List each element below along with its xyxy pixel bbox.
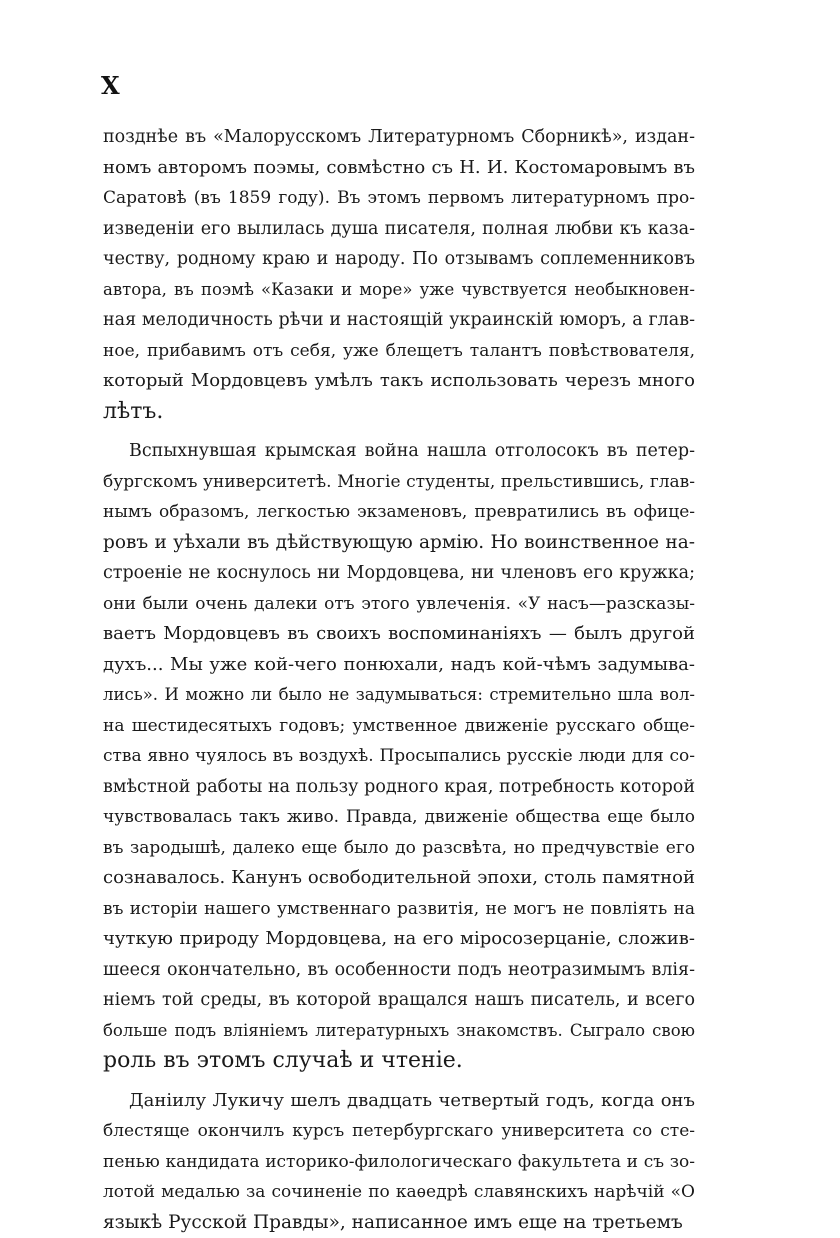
- text-line: блестяще окончилъ курсъ петербургскаго университета со сте-: [103, 1116, 695, 1147]
- text-line: шееся окончательно, въ особенности подъ неотразимымъ влія-: [103, 955, 695, 986]
- page-number: X: [101, 74, 120, 98]
- text-line: Вспыхнувшая крымская война нашла отголосокъ въ петер-: [103, 436, 695, 467]
- text-line: чувствовалась такъ живо. Правда, движеніе общества еще было: [103, 802, 695, 833]
- text-line: вмѣстной работы на пользу родного края, потребность которой: [103, 772, 695, 803]
- text-line: который Мордовцевъ умѣлъ такъ использовать черезъ много: [103, 366, 695, 397]
- text-line: изведеніи его вылилась душа писателя, полная любви къ каза-: [103, 214, 695, 245]
- text-line: автора, въ поэмѣ «Казаки и море» уже чувствуется необыкновен-: [103, 275, 695, 306]
- paragraph: [103, 122, 695, 427]
- text-line: ное, прибавимъ отъ себя, уже блещетъ талантъ повѣствователя,: [103, 336, 695, 367]
- text-line: духъ... Мы уже кой-чего понюхали, надъ кой-чѣмъ задумыва-: [103, 650, 695, 681]
- text-line: въ зародышѣ, далеко еще было до разсвѣта, но предчувствіе его: [103, 833, 695, 864]
- text-line: языкѣ Русской Правды», написанное имъ еще на третьемъ: [103, 1208, 695, 1238]
- body-text: [103, 122, 695, 1238]
- text-line: пенью кандидата историко-филологическаго факультета и съ зо-: [103, 1147, 695, 1178]
- text-line: Саратовѣ (въ 1859 году). Въ этомъ первомъ литературномъ про-: [103, 183, 695, 214]
- text-line: номъ авторомъ поэмы, совмѣстно съ Н. И. Костомаровымъ въ: [103, 153, 695, 184]
- text-line: они были очень далеки отъ этого увлеченія. «У насъ—разсказы-: [103, 589, 695, 620]
- paragraph-gap: [103, 1077, 695, 1086]
- text-line: Даніилу Лукичу шелъ двадцать четвертый годъ, когда онъ: [103, 1086, 695, 1117]
- paragraph-gap: [103, 427, 695, 436]
- text-line: лѣтъ.: [103, 397, 695, 428]
- text-line: ная мелодичность рѣчи и настоящій украинскій юморъ, а глав-: [103, 305, 695, 336]
- text-line: лись». И можно ли было не задумываться: стремительно шла вол-: [103, 680, 695, 711]
- text-line: сознавалось. Канунъ освободительной эпохи, столь памятной: [103, 863, 695, 894]
- text-line: честву, родному краю и народу. По отзывамъ соплеменниковъ: [103, 244, 695, 275]
- text-line: лотой медалью за сочиненіе по каѳедрѣ славянскихъ нарѣчій «О: [103, 1177, 695, 1208]
- text-line: позднѣе въ «Малорусскомъ Литературномъ Сборникѣ», издан-: [103, 122, 695, 153]
- paragraph: [103, 436, 695, 1077]
- text-line: ства явно чуялось въ воздухѣ. Просыпались русскіе люди для со-: [103, 741, 695, 772]
- paragraph: [103, 1086, 695, 1238]
- text-line: бургскомъ университетѣ. Многіе студенты, прельстившись, глав-: [103, 467, 695, 498]
- text-line: роль въ этомъ случаѣ и чтеніе.: [103, 1046, 695, 1077]
- text-line: въ исторіи нашего умственнаго развитія, не могъ не повліять на: [103, 894, 695, 925]
- text-line: больше подъ вліяніемъ литературныхъ знакомствъ. Сыграло свою: [103, 1016, 695, 1047]
- text-line: нымъ образомъ, легкостью экзаменовъ, превратились въ офице-: [103, 497, 695, 528]
- text-line: ніемъ той среды, въ которой вращался нашъ писатель, и всего: [103, 985, 695, 1016]
- text-line: ровъ и уѣхали въ дѣйствующую армію. Но воинственное на-: [103, 528, 695, 559]
- text-line: чуткую природу Мордовцева, на его міросозерцаніе, сложив-: [103, 924, 695, 955]
- text-line: на шестидесятыхъ годовъ; умственное движеніе русскаго обще-: [103, 711, 695, 742]
- text-line: строеніе не коснулось ни Мордовцева, ни членовъ его кружка;: [103, 558, 695, 589]
- text-line: ваетъ Мордовцевъ въ своихъ воспоминаніяхъ — былъ другой: [103, 619, 695, 650]
